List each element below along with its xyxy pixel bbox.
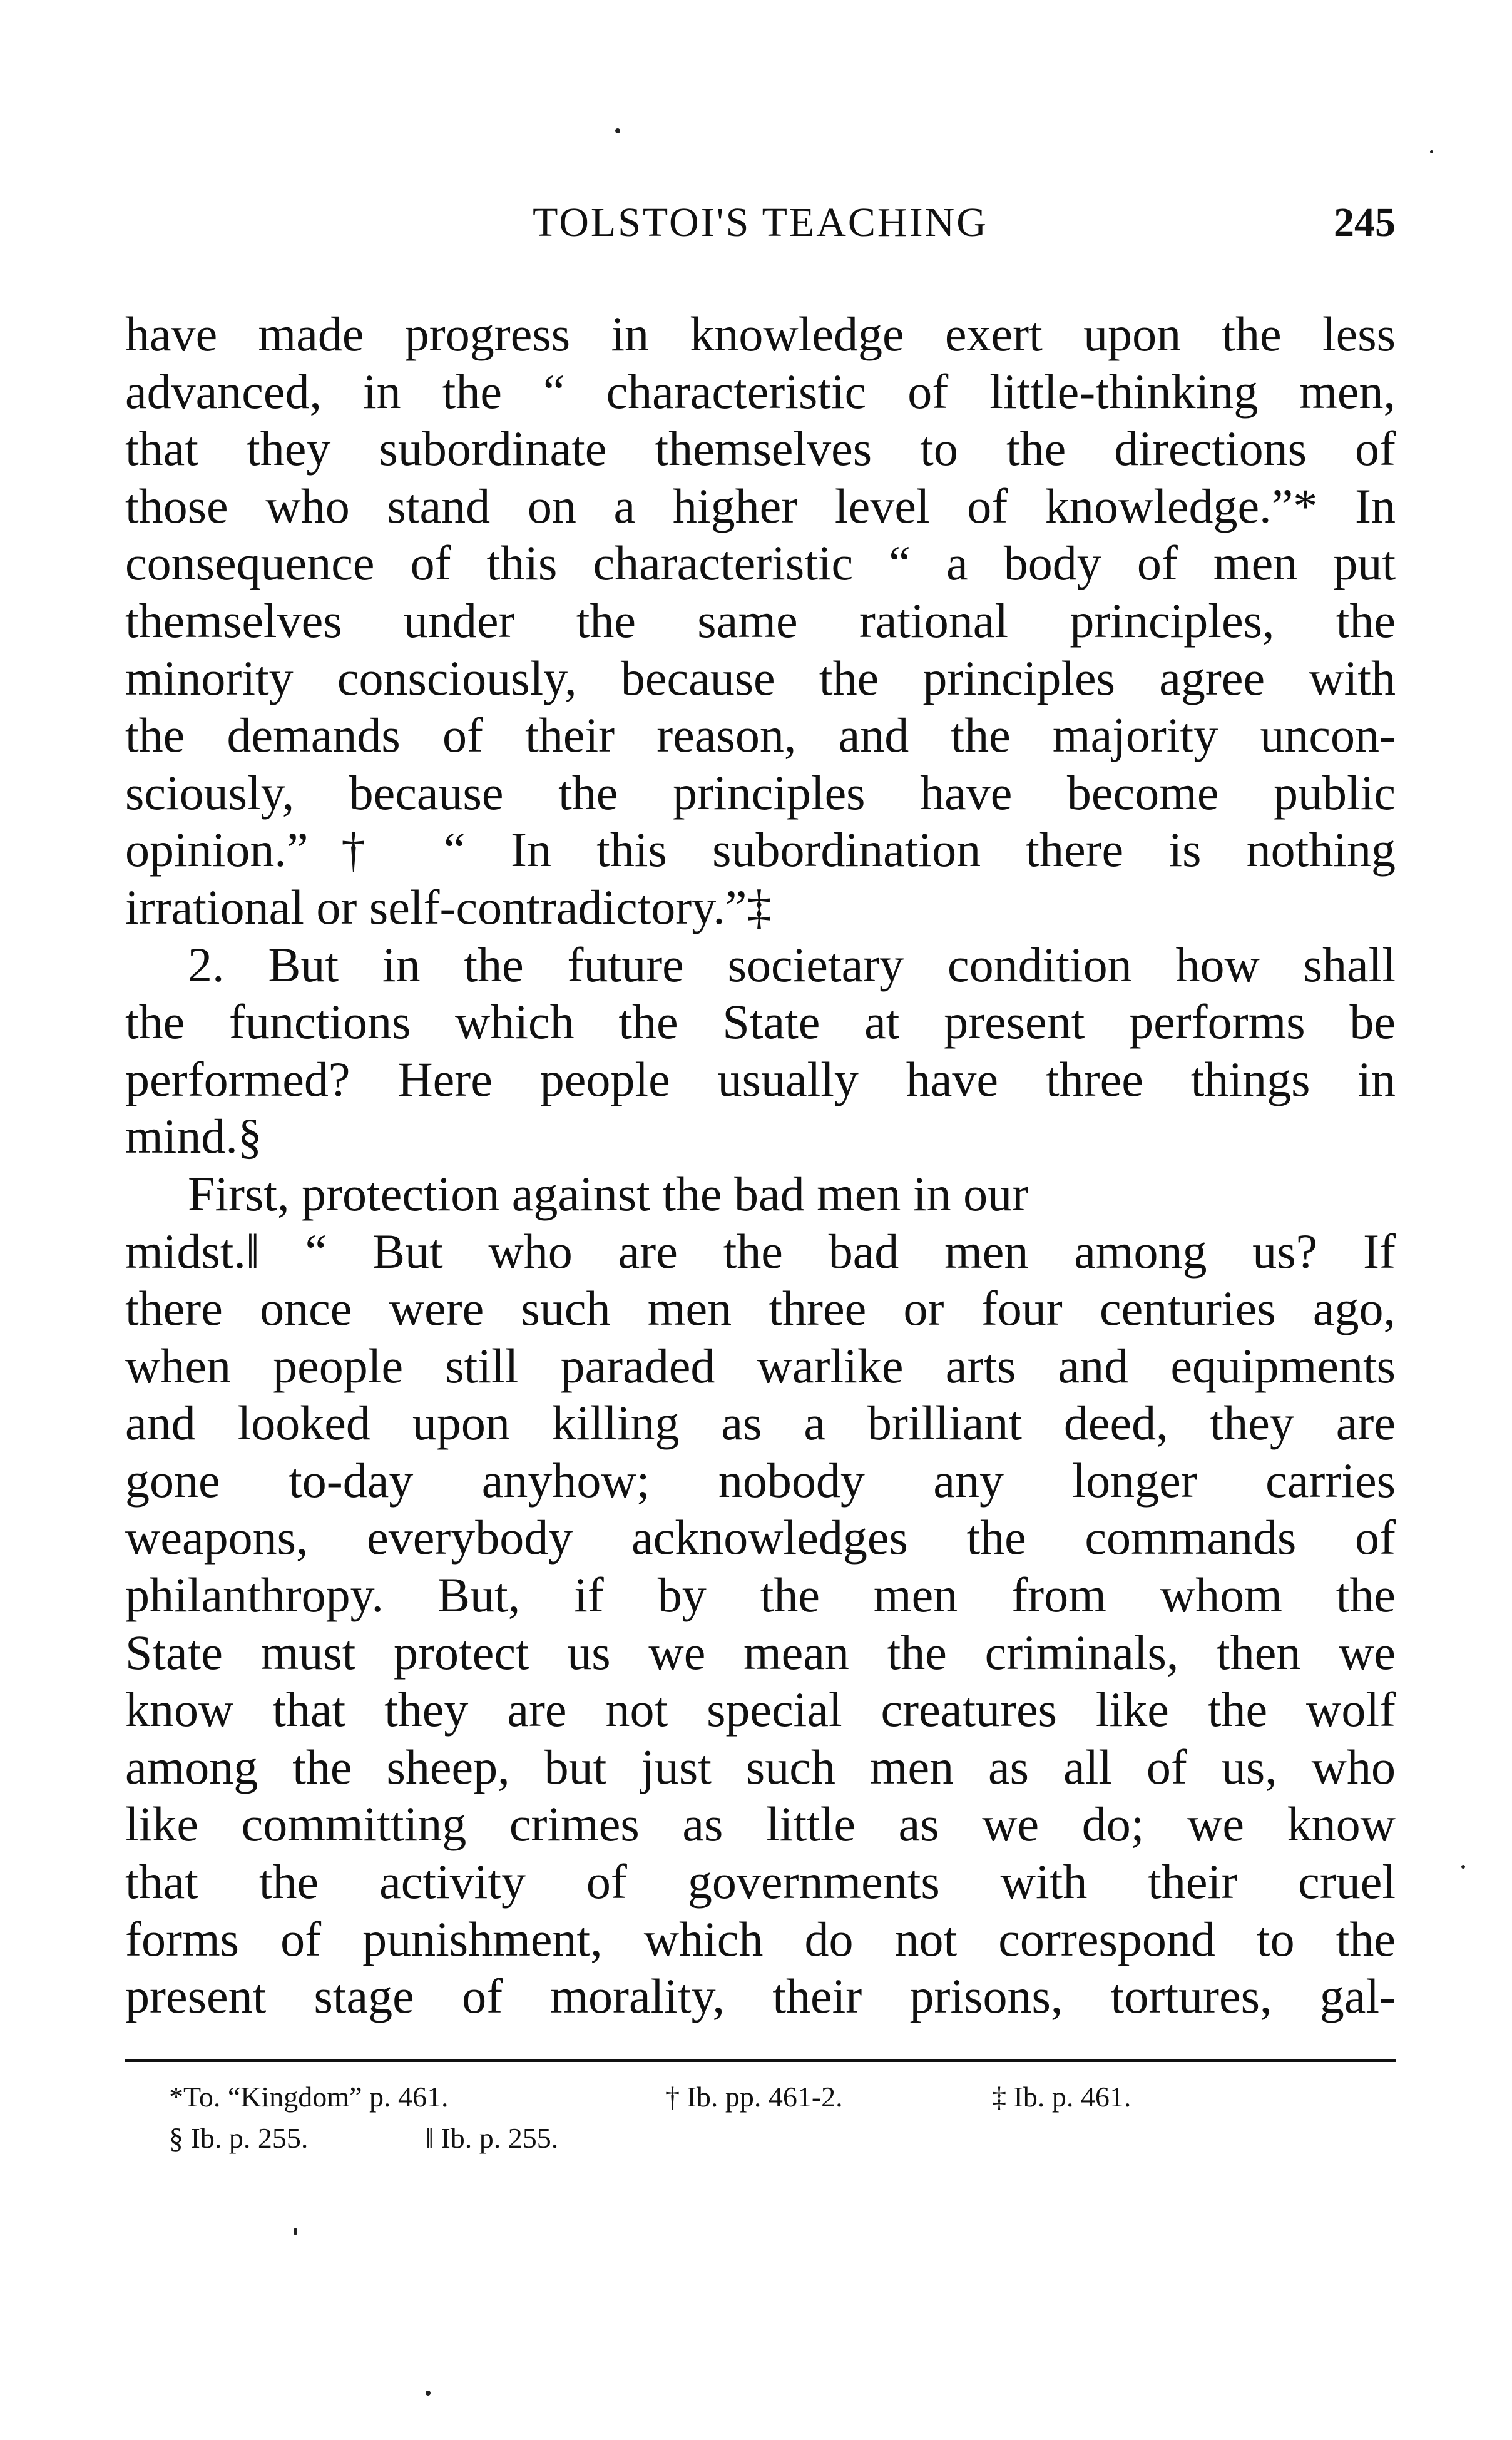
print-speck — [1461, 1865, 1465, 1869]
text-line: those who stand on a higher level of knowledge.”* In — [125, 478, 1396, 533]
text-line: like committing crimes as little as we do; we know — [125, 1797, 1396, 1852]
footnotes — [169, 2076, 1358, 2159]
body-text — [125, 305, 1396, 2025]
footnote: ‖ Ib. p. 255. — [426, 2122, 559, 2154]
running-title: TOLSTOI'S TEACHING — [533, 200, 988, 245]
text-line: among the sheep, but just such men as all of us, who — [125, 1739, 1396, 1794]
print-speck — [426, 2391, 431, 2396]
text-line: consequence of this characteristic “ a body of men put — [125, 536, 1396, 591]
text-line: sciously, because the principles have become public — [125, 765, 1396, 820]
text-line: irrational or self-contradictory.”‡ — [125, 879, 772, 934]
text-line: forms of punishment, which do not correspond to the — [125, 1911, 1396, 1966]
text-line: gone to-day anyhow; nobody any longer carries — [125, 1452, 1396, 1508]
text-line: philanthropy. But, if by the men from whom the — [125, 1568, 1396, 1623]
text-line: weapons, everybody acknowledges the commands of — [125, 1510, 1396, 1565]
text-line: the functions which the State at present performs be — [125, 994, 1396, 1049]
paragraph-start-line: 2. But in the future societary condition how shall — [188, 937, 1396, 992]
footnote-row — [169, 2076, 1358, 2118]
footnote-rule — [125, 2059, 1396, 2062]
text-line: State must protect us we mean the criminals, then we — [125, 1625, 1396, 1680]
text-line: advanced, in the “ characteristic of little-thinking men, — [125, 364, 1396, 419]
paragraph-start-line: First, protection against the bad men in our — [188, 1166, 1029, 1221]
footnote-row — [169, 2118, 1358, 2159]
print-speck — [294, 2228, 297, 2235]
text-line: present stage of morality, their prisons, tortures, gal- — [125, 1969, 1396, 2024]
text-line: minority consciously, because the principles agree with — [125, 650, 1396, 705]
text-line: mind.§ — [125, 1109, 262, 1164]
text-line: that they subordinate themselves to the directions of — [125, 421, 1396, 476]
text-line: themselves under the same rational principles, the — [125, 593, 1396, 648]
footnote: *To. “Kingdom” p. 461. — [169, 2081, 449, 2113]
text-line: have made progress in knowledge exert upon the less — [125, 307, 1396, 361]
footnote: § Ib. p. 255. — [169, 2122, 309, 2154]
footnote: † Ib. pp. 461-2. — [665, 2081, 843, 2113]
text-line: opinion.”† “ In this subordination there is nothing — [125, 822, 1396, 877]
text-line: midst.‖ “ But who are the bad men among us? If — [125, 1223, 1396, 1279]
text-line: and looked upon killing as a brilliant deed, they are — [125, 1396, 1396, 1451]
print-speck — [615, 128, 620, 133]
page-number: 245 — [1334, 200, 1396, 245]
text-line: the demands of their reason, and the majority uncon- — [125, 708, 1396, 763]
text-line: there once were such men three or four centuries ago, — [125, 1281, 1396, 1336]
text-line: that the activity of governments with their cruel — [125, 1854, 1396, 1909]
text-line: when people still paraded warlike arts and equipments — [125, 1338, 1396, 1393]
text-line: performed? Here people usually have three things in — [125, 1051, 1396, 1106]
running-head — [125, 199, 1396, 255]
footnote: ‡ Ib. p. 461. — [992, 2081, 1131, 2113]
text-line: know that they are not special creatures like the wolf — [125, 1682, 1396, 1737]
print-speck — [1430, 150, 1433, 153]
